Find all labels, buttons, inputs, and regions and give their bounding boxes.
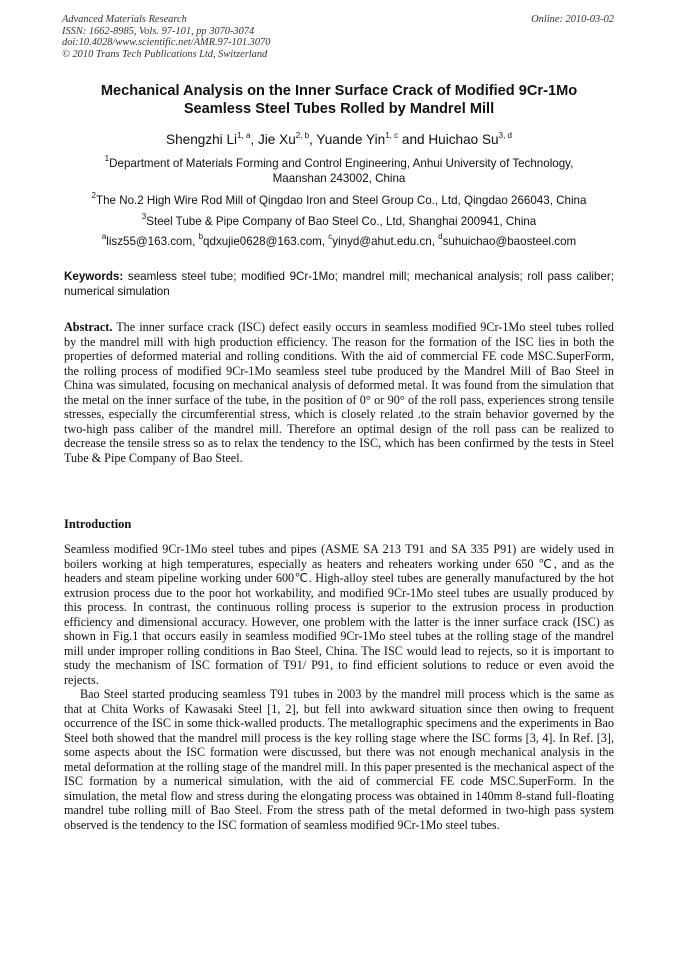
author-name: Jie Xu [257, 132, 296, 147]
introduction-paragraph-1: Seamless modified 9Cr-1Mo steel tubes and pipes (ASME SA 213 T91 and SA 335 P91) are widely used in boilers working at high temperatures, especially as heaters and reheaters working under 650 ℃, and as the headers and steam pipeline working under 600℃. High-alloy steel tubes are generally manufactured by the hot extrusion process due to the poor hot workability, and modified 9Cr-1Mo steel tubes are usually produced by this process. In contrast, the continuous rolling process is superior to the extrusion process in production efficiency and dimensional accuracy. However, one problem with the latter is the inner surface crack (ISC) as shown in Fig.1 that occurs easily in seamless modified 9Cr-1Mo steel tubes at the rolling stage of the mandrel mill under improper rolling conditions in Bao Steel, China. The ISC would lead to rejects, so it is important to study the mechanism of ISC formation of T91/ P91, to find efficient solutions to reduce or even avoid the rejects. [64, 542, 614, 687]
title-line-1: Mechanical Analysis on the Inner Surface Crack of Modified 9Cr-1Mo [100, 83, 578, 99]
author-list [40, 132, 638, 147]
email-address[interactable]: yinyd@ahut.edu.cn, [332, 235, 439, 248]
title-line-2: Seamless Steel Tubes Rolled by Mandrel Mill [183, 101, 495, 117]
email-address[interactable]: suhuichao@baosteel.com [442, 235, 577, 248]
section-heading-introduction: Introduction [64, 517, 132, 531]
introduction-paragraph-2: Bao Steel started producing seamless T91 tubes in 2003 by the mandrel mill process which is the same as that at Chita Works of Kawasaki Steel [1, 2], but fell into awkward situation since then owing to frequent occurrence of the ISC in some thick-walled products. The metallographic specimens and the experiments in Bao Steel both showed that the mandrel mill process is the key rolling stage where the ISC forms [3, 4]. In Ref. [3], some aspects about the ISC formation were discussed, but there was not enough mechanical analysis in the metal deformation at the rolling stage of the mandrel mill. In this paper presented is the mechanical aspect of the ISC formation by a numerical simulation, with the aid of commercial FE code MSC.SuperForm. In the simulation, the metal flow and stress during the elongating process was obtained in 140mm 8-stand full-floating mandrel tube rolling mill of Bao Steel. From the stress path of the metal deformed in two-high pass system observed is the tendency to the ISC formation of seamless modified 9Cr-1Mo steel tubes. [64, 687, 614, 832]
copyright-line: © 2010 Trans Tech Publications Ltd, Switzerland [62, 48, 268, 60]
email-list [40, 232, 638, 248]
affiliation-1-line-2: Maanshan 243002, China [272, 172, 406, 185]
author-separator: , [309, 132, 317, 147]
keywords-label: Keywords: [64, 270, 124, 283]
affiliation-marker: 2 [91, 191, 96, 200]
journal-metadata [62, 14, 270, 60]
paper-title [60, 82, 618, 118]
affiliation-1 [40, 156, 638, 186]
affiliation-1-line-1 [40, 156, 638, 171]
author-name: Shengzhi Li [166, 132, 238, 147]
author-separator: , [250, 132, 258, 147]
email-address[interactable]: lisz55@163.com, [106, 235, 199, 248]
author-affiliation-marker: 1, a [237, 131, 251, 140]
affiliation-text: The No.2 High Wire Rod Mill of Qingdao Iron and Steel Group Co., Ltd, Qingdao 266043, China [96, 194, 587, 207]
email-marker: d [438, 232, 443, 241]
email-marker: a [101, 232, 107, 241]
author-affiliation-marker: 2, b [295, 131, 310, 140]
affiliation-marker: 3 [141, 212, 147, 221]
online-date: Online: 2010-03-02 [531, 14, 614, 25]
journal-name: Advanced Materials Research [62, 14, 187, 25]
abstract-section [64, 320, 614, 465]
abstract-text: The inner surface crack (ISC) defect easily occurs in seamless modified 9Cr-1Mo steel tubes rolled by the mandrel mill with high production efficiency. The reason for the formation of the ISC lies in both the properties of deformed material and rolling conditions. With the aid of commercial FE code MSC.SuperForm, the rolling process of modified 9Cr-1Mo seamless steel tube produced by the Mandrel Mill of Bao Steel in China was simulated, focusing on mechanical analysis of deformed metal. It was found from the simulation that the metal on the inner surface of the tube, in the position of 0° or 90° of the roll pass, experiences strong tensile stresses, especially the circumferential stress, which is closely related .to the strain behavior governed by the two-high pass caliber of the mandrel mill. Therefore an optimal design of the roll pass can be realized to decrease the tensile stress so as to relax the tendency to the ISC, which has been confirmed by the tests in Steel Tube & Pipe Company of Bao Steel. [64, 320, 614, 465]
introduction-body [64, 542, 614, 832]
affiliation-text: Department of Materials Forming and Control Engineering, Anhui University of Technology, [109, 157, 574, 170]
author-name: Yuande Yin [316, 132, 386, 147]
author-name: Huichao Su [428, 132, 499, 147]
author-separator: and [398, 132, 429, 147]
issn-line: ISSN: 1662-8985, Vols. 97-101, pp 3070-3074 [62, 25, 255, 37]
affiliation-marker: 1 [104, 154, 110, 163]
keywords-section [64, 269, 614, 299]
author-affiliation-marker: 1, c [385, 131, 399, 140]
email-address[interactable]: qdxujie0628@163.com, [203, 235, 329, 248]
abstract-label: Abstract. [64, 320, 113, 334]
affiliation-3 [40, 214, 638, 229]
keywords-text: seamless steel tube; modified 9Cr-1Mo; mandrel mill; mechanical analysis; roll pass caliber; numerical simulation [64, 270, 614, 298]
doi-line[interactable]: doi:10.4028/www.scientific.net/AMR.97-101.3070 [62, 37, 271, 49]
author-affiliation-marker: 3, d [498, 131, 512, 140]
email-marker: b [198, 232, 204, 241]
email-marker: c [328, 232, 333, 241]
affiliation-2 [40, 193, 638, 208]
affiliation-text: Steel Tube & Pipe Company of Bao Steel Co., Ltd, Shanghai 200941, China [146, 215, 537, 228]
